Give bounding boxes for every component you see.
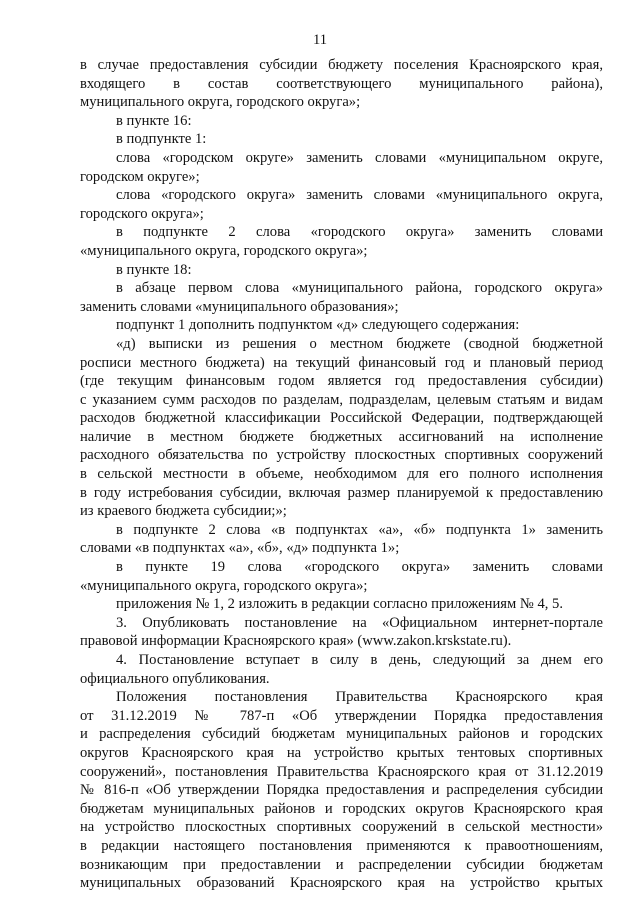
- paragraph: [80, 558, 603, 595]
- text-line: № 816-п «Об утверждении Порядка предоставления и распределения субсидии: [80, 782, 603, 799]
- text-line: округов Красноярского края на устройство крытых тентовых спортивных: [80, 744, 603, 761]
- paragraph: [80, 149, 603, 186]
- text-line: муниципальных образований Красноярского края на устройство крытых: [80, 875, 603, 892]
- text-line: наличие в местном бюджете бюджетных ассигнований на исполнение: [80, 428, 603, 445]
- text-line: из краевого бюджета субсидии;»;: [80, 503, 287, 520]
- text-line: в абзаце первом слова «муниципального района, городского округа»: [116, 280, 603, 297]
- text-line: подпункт 1 дополнить подпунктом «д» следующего содержания:: [116, 317, 520, 334]
- text-line: «муниципального округа, городского округа»;: [80, 242, 368, 259]
- paragraph: [80, 521, 603, 558]
- text-line: Положения постановления Правительства Красноярского края: [116, 689, 603, 706]
- text-line: официального опубликования.: [80, 670, 270, 687]
- text-line: росписи местного бюджета) на текущий финансовый год и плановый период: [80, 354, 603, 371]
- text-line: в редакции настоящего постановления применяются к правоотношениям,: [80, 837, 603, 854]
- text-line: и распределения субсидий бюджетам муниципальных районов и городских: [80, 726, 603, 743]
- text-line: в подпункте 2 слова «городского округа» заменить словами: [116, 224, 603, 241]
- paragraph: [80, 223, 603, 260]
- text-line: городском округе»;: [80, 168, 200, 185]
- text-line: муниципального округа, городского округа»;: [80, 94, 361, 111]
- text-line: возникающим при предоставлении и распределении субсидии бюджетам: [80, 856, 603, 873]
- text-line: в году истребования субсидии, включая размер планируемой к предоставлению: [80, 484, 603, 501]
- text-line: бюджетам муниципальных районов и городских округов Красноярского края: [80, 800, 603, 817]
- text-line: сооружений», постановления Правительства Красноярского края от 31.12.2019: [80, 763, 603, 780]
- text-line: слова «городского округа» заменить словами «муниципального округа,: [116, 187, 603, 204]
- text-line: от 31.12.2019 № 787-п «Об утверждении Порядка предоставления: [80, 707, 603, 724]
- text-line: расходного обязательства по устройству плоскостных спортивных сооружений: [80, 447, 603, 464]
- paragraph: [80, 279, 603, 316]
- paragraph: [80, 688, 603, 893]
- text-line: в пункте 18:: [116, 261, 192, 278]
- text-line: 3. Опубликовать постановление на «Официальном интернет-портале: [116, 614, 603, 631]
- paragraph: [80, 56, 603, 112]
- text-line: в пункте 19 слова «городского округа» заменить словами: [116, 559, 603, 576]
- paragraph: [80, 261, 603, 280]
- text-line: в подпункте 1:: [116, 131, 207, 148]
- text-line: в пункте 16:: [116, 112, 192, 129]
- text-line: «д) выписки из решения о местном бюджете (сводной бюджетной: [116, 335, 603, 352]
- paragraph: [80, 130, 603, 149]
- text-line: городского округа»;: [80, 205, 204, 222]
- paragraph: [80, 316, 603, 335]
- page-number: 11: [312, 32, 328, 48]
- text-line: приложения № 1, 2 изложить в редакции согласно приложениям № 4, 5.: [116, 596, 563, 613]
- text-line: в сельской местности в объеме, необходимом для его полного исполнения: [80, 466, 603, 483]
- text-line: «муниципального округа, городского округа»;: [80, 577, 368, 594]
- paragraph: [80, 112, 603, 131]
- paragraph: [80, 595, 603, 614]
- text-line: словами «в подпунктах «а», «б», «д» подпункта 1»;: [80, 540, 400, 557]
- text-line: (где текущим финансовым годом является год предоставления субсидии): [80, 373, 603, 390]
- text-line: слова «городском округе» заменить словами «муниципальном округе,: [116, 149, 603, 166]
- text-line: в подпункте 2 слова «в подпунктах «а», «б» подпункта 1» заменить: [116, 521, 603, 538]
- paragraph: [80, 335, 603, 521]
- document-body: [80, 56, 603, 893]
- paragraph: [80, 614, 603, 651]
- text-line: в случае предоставления субсидии бюджету поселения Красноярского края,: [80, 57, 603, 73]
- text-line: правовой информации Красноярского края» (www.zakon.krskstate.ru).: [80, 633, 512, 650]
- text-line: расходов бюджетной классификации Российской Федерации, подтверждающей: [80, 410, 603, 427]
- text-line: входящего в состав соответствующего муниципального района),: [80, 75, 603, 92]
- paragraph: [80, 186, 603, 223]
- paragraph: [80, 651, 603, 688]
- text-line: 4. Постановление вступает в силу в день, следующий за днем его: [116, 652, 603, 668]
- text-line: заменить словами «муниципального образования»;: [80, 298, 399, 315]
- text-line: на устройство плоскостных спортивных сооружений в сельской местности»: [80, 819, 603, 836]
- text-line: с указанием сумм расходов по разделам, подразделам, целевым статьям и видам: [80, 391, 603, 408]
